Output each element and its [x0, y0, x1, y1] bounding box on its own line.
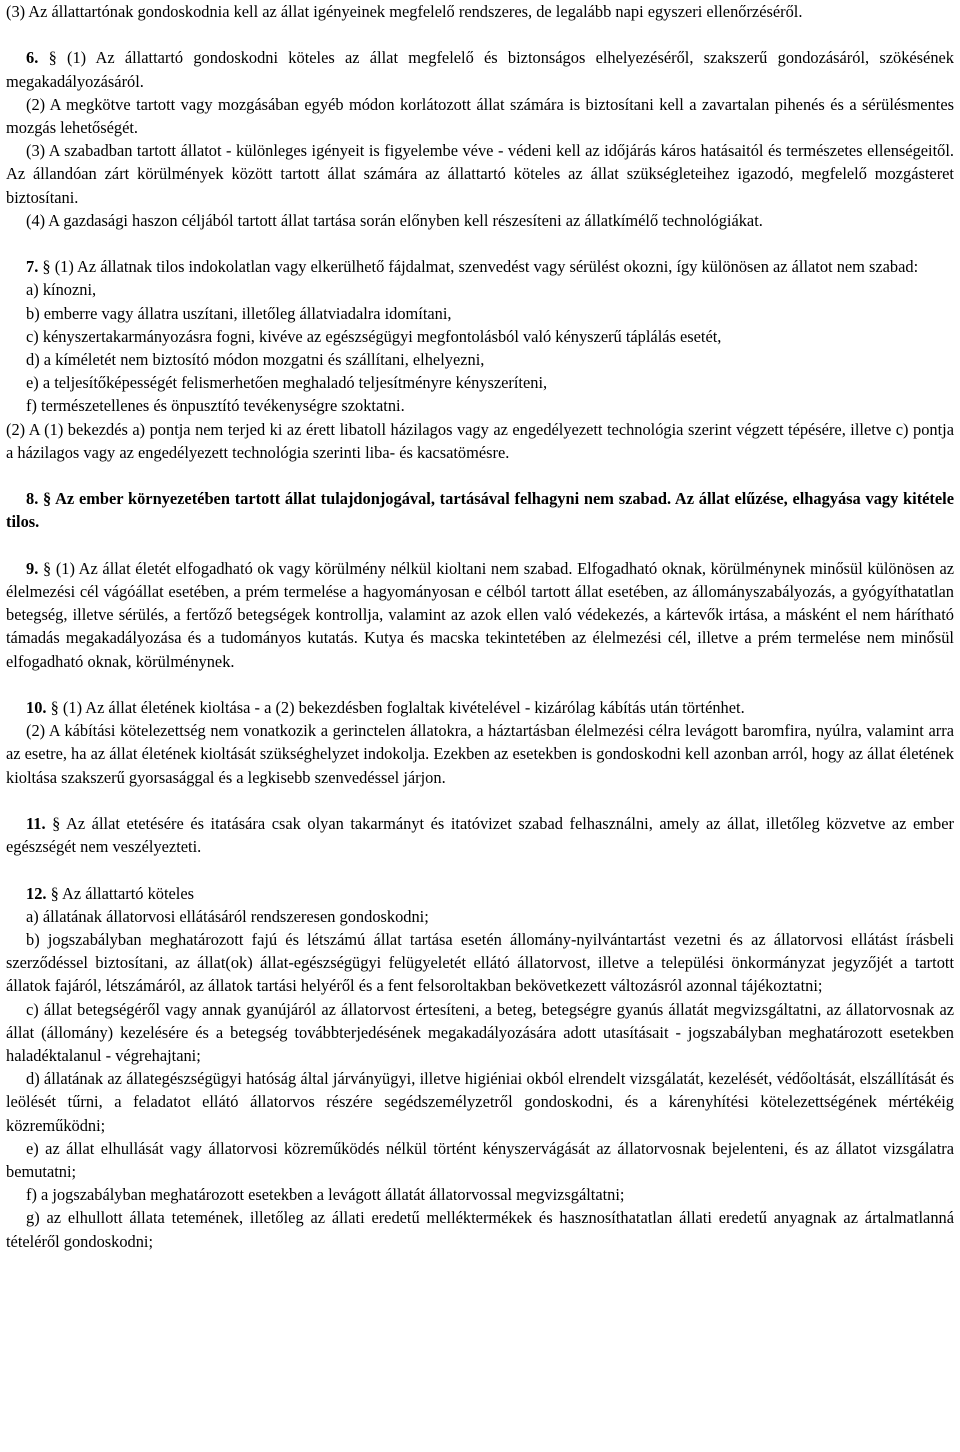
section-6-paragraph-3: (3) A szabadban tartott állatot - különleges igényeit is figyelembe véve - védeni kell az időjárás káros hatásaitól és természetes ellenségeitől. Az állandóan zárt körülmények között tartott állat számára az állattartó köteles az állat szükségleteihez igazodó, megfelelő mozgásteret biztosítani.: [6, 141, 954, 207]
section-gap: [6, 673, 954, 696]
section-9-paragraph: [6, 557, 954, 673]
section-gap: [6, 23, 954, 46]
list-item: a) kínozni,: [26, 280, 97, 300]
paragraph-text: (1) Az állatnak tilos indokolatlan vagy elkerülhető fájdalmat, szenvedést vagy sérülést okozni, így különösen az állatot nem szabad:: [54, 257, 919, 277]
section-8-paragraph: [6, 487, 954, 533]
list-item: f) a jogszabályban meghatározott esetekben a levágott állatát állatorvossal megvizsgáltatni;: [26, 1185, 625, 1205]
section-10-paragraph-2: (2) A kábítási kötelezettség nem vonatkozik a gerinctelen állatokra, a háztartásban élelmezési célra levágott baromfira, nyúlra, valamint arra az esetre, ha az állat életének kioltását szükséghelyzet indokolja. Ezekben az esetekben is gondoskodni kell azonban arról, hogy az állat életének kioltása szakszerű gyorsasággal és a legkisebb szenvedéssel járjon.: [6, 721, 954, 787]
section-6: [6, 46, 954, 232]
section-sign: §: [43, 489, 52, 509]
section-12: [6, 882, 954, 1253]
section-gap: [6, 232, 954, 255]
section-11: [6, 812, 954, 858]
section-7: [6, 255, 954, 464]
section-number: 9.: [26, 558, 39, 578]
section-number: 7.: [26, 257, 39, 277]
section-number: 8.: [26, 489, 39, 509]
list-item: c) kényszertakarmányozásra fogni, kivéve az egészségügyi megfontolásból való kényszerű táplálás esetét,: [26, 326, 722, 346]
section-6-paragraph-2: (2) A megkötve tartott vagy mozgásában egyéb módon korlátozott állat számára is biztosítani kell a zavartalan pihenés és a sérülésmentes mozgás lehetőségét.: [6, 94, 954, 137]
section-7-paragraph-1: [6, 255, 954, 278]
paragraph-text: Az állattartó köteles: [62, 883, 194, 903]
section-sign: §: [50, 698, 59, 718]
paragraph-text: (1) Az állat életének kioltása - a (2) bekezdésben foglaltak kivételével - kizárólag kábítás után történhet.: [62, 698, 745, 718]
section-number: 11.: [26, 814, 46, 834]
section-8: [6, 487, 954, 533]
list-item: d) állatának az állategészségügyi hatóság által járványügyi, illetve higiéniai okból elrendelt vizsgálatát, kezelését, védőoltását, elszállítását és leölését tűrni, a feladatot ellátó állatorvos részére segédszemélyzetről gondoskodni, és a kárenyhítési kötelezettségének mértékéig közreműködni;: [6, 1069, 954, 1135]
section-12-intro: [6, 882, 954, 905]
section-9: [6, 557, 954, 673]
section-sign: §: [42, 558, 52, 578]
list-item: d) a kíméletét nem biztosító módon mozgatni és szállítani, elhelyezni,: [26, 350, 485, 370]
section-11-paragraph: [6, 812, 954, 858]
section-10: [6, 696, 954, 789]
section-7-paragraph-2: (2) A (1) bekezdés a) pontja nem terjed ki az érett libatoll házilagos vagy az engedélyezett technológia szerint végzett tépésére, illetve c) pontja a házilagos vagy az engedélyezett technológia szerinti liba- és kacsatömésre.: [6, 419, 954, 462]
section-number: 6.: [26, 48, 39, 68]
list-item: b) jogszabályban meghatározott fajú és létszámú állat tartása esetén állomány-nyilvántartást vezetni és az állatorvosi ellátást írásbeli szerződéssel biztosítani, az állat(ok) állat-egészségügyi felügyeletét ellátó állatorvost, illetve a települési önkormányzat jegyzőjét a tartott állatok fajáról, létszámáról, az állatok tartási helyéről és a fent felsoroltakban bekövetkezett változásról azonnal tájékoztatni;: [6, 930, 954, 996]
section-6-paragraph-1: [6, 46, 954, 92]
paragraph-text: (1) Az állattartó gondoskodni köteles az állat megfelelő és biztonságos elhelyezéséről, szakszerű gondozásáról, szökésének megakadályozásáról.: [6, 48, 954, 91]
section-6-paragraph-4: (4) A gazdasági haszon céljából tartott állat tartása során előnyben kell részesíteni az állatkímélő technológiákat.: [26, 210, 763, 230]
section-sign: §: [48, 48, 57, 68]
section-gap: [6, 534, 954, 557]
list-item: c) állat betegségéről vagy annak gyanújáról az állatorvost értesíteni, a beteg, betegségre gyanús állatát megvizsgáltatni, az állatorvosnak az állat (állomány) kezelésére és a betegség továbbterjedésének megakadályozására adott utasításait - jogszabályban meghatározott esetekben haladéktalanul - végrehajtani;: [6, 999, 954, 1066]
section-gap: [6, 789, 954, 812]
list-item: b) emberre vagy állatra uszítani, illetőleg állatviadalra idomítani,: [26, 303, 452, 323]
paragraph-6-3-prev: (3) Az állattartónak gondoskodnia kell az állat igényeinek megfelelő rendszeres, de legalább napi egyszeri ellenőrzéséről.: [6, 2, 803, 21]
section-gap: [6, 464, 954, 487]
section-number: 10.: [26, 698, 47, 718]
list-item: a) állatának állatorvosi ellátásáról rendszeresen gondoskodni;: [26, 906, 429, 926]
section-gap: [6, 858, 954, 881]
section-10-paragraph-1: [6, 696, 954, 719]
paragraph-text: Az ember környezetében tartott állat tulajdonjogával, tartásával felhagyni nem szabad. Az állat elűzése, elhagyása vagy kitétele tilos.: [6, 489, 954, 532]
section-number: 12.: [26, 883, 47, 903]
list-item: e) a teljesítőképességét felismerhetően meghaladó teljesítményre kényszeríteni,: [26, 373, 548, 393]
section-sign: §: [52, 814, 61, 834]
section-sign: §: [42, 257, 51, 277]
paragraph-text: Az állat etetésére és itatására csak olyan takarmányt és itatóvizet szabad felhasználni, amely az állat, illetőleg közvetve az ember egészségét nem veszélyezteti.: [6, 814, 954, 857]
list-item: g) az elhullott állata tetemének, illetőleg az állati eredetű melléktermékek és hasznosíthatatlan állati eredetű anyagnak az ártalmatlanná tételéről gondoskodni;: [6, 1208, 954, 1251]
section-sign: §: [50, 883, 59, 903]
paragraph-text: (1) Az állat életét elfogadható ok vagy körülmény nélkül kioltani nem szabad. Elfogadható oknak, körülménynek minősül különösen az élelmezési cél vágóállat esetében, a prém termelése a hagyományosan e célból tartott állat esetében, az állományszabályozás, a gyógyíthatatlan betegség, illetve sérülés, a fertőző betegségek kontrollja, valamint az azok ellen való védekezés, a kártevők irtása, a másként el nem hárítható támadás megakadályozása és a tudományos kutatás. Kutya és macska tekintetében az élelmezési cél, illetve a prém termelése nem minősül elfogadható oknak, körülménynek.: [6, 558, 955, 671]
list-item: e) az állat elhullását vagy állatorvosi közreműködés nélkül történt kényszervágását az állatorvosnak bejelenteni, és az állatot vizsgálatra bemutatni;: [6, 1138, 954, 1182]
list-item: f) természetellenes és önpusztító tevékenységre szoktatni.: [26, 396, 405, 416]
